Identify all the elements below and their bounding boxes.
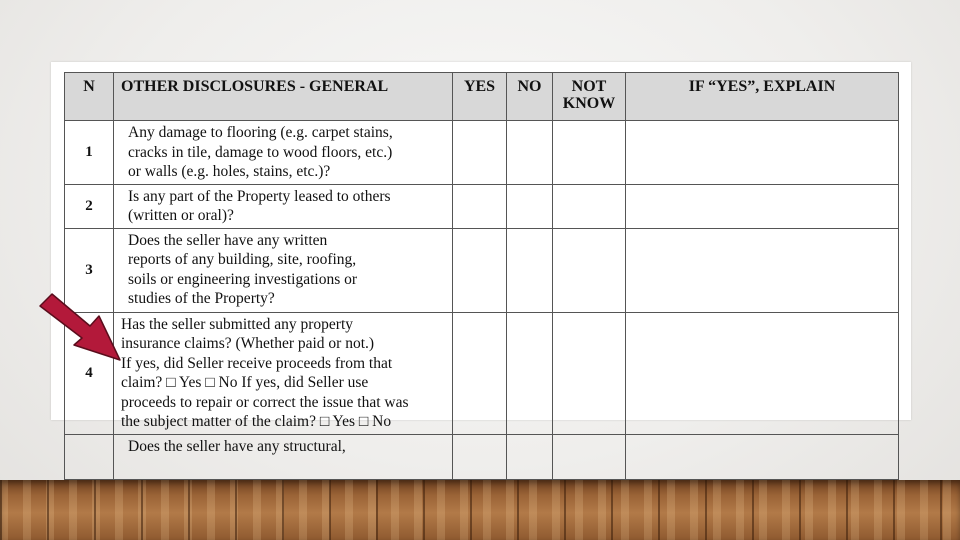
row-question: Does the seller have any structural, [114, 434, 453, 479]
no-cell [507, 434, 553, 479]
header-yes: YES [453, 73, 507, 121]
no-cell [507, 312, 553, 434]
yes-cell [453, 121, 507, 185]
header-not-know: NOT KNOW [553, 73, 626, 121]
disclosure-table [64, 72, 899, 480]
row-question: Does the seller have any written reports of any building, site, roofing, soils or engineering investigations or studies of the Property? [114, 228, 453, 312]
yes-cell [453, 312, 507, 434]
row-number: 4 [65, 312, 114, 434]
header-other-disclosures: OTHER DISCLOSURES - GENERAL [114, 73, 453, 121]
header-n: N [65, 73, 114, 121]
red-arrow-icon [38, 288, 128, 368]
no-cell [507, 121, 553, 185]
yes-cell [453, 184, 507, 228]
row-number: 2 [65, 184, 114, 228]
row-number: 3 [65, 228, 114, 312]
not-know-cell [553, 434, 626, 479]
row-question: Any damage to flooring (e.g. carpet stains, cracks in tile, damage to wood floors, etc.) or walls (e.g. holes, stains, etc.)? [114, 121, 453, 185]
not-know-cell [553, 184, 626, 228]
table-row [65, 184, 899, 228]
explain-cell [626, 121, 899, 185]
table-row [65, 434, 899, 479]
header-if-yes-explain: IF “YES”, EXPLAIN [626, 73, 899, 121]
no-cell [507, 228, 553, 312]
not-know-cell [553, 121, 626, 185]
row-question: Is any part of the Property leased to others (written or oral)? [114, 184, 453, 228]
yes-cell [453, 228, 507, 312]
row-question: Has the seller submitted any property insurance claims? (Whether paid or not.) If yes, did Seller receive proceeds from that claim? □ Yes □ No If yes, did Seller use proceeds to repair or correct the issue that was the subject matter of the claim? □ Yes □ No [114, 312, 453, 434]
disclosure-form-image [51, 62, 911, 455]
header-no: NO [507, 73, 553, 121]
not-know-cell [553, 228, 626, 312]
no-cell [507, 184, 553, 228]
row-number [65, 434, 114, 479]
explain-cell [626, 228, 899, 312]
explain-cell [626, 312, 899, 434]
table-row [65, 228, 899, 312]
yes-cell [453, 434, 507, 479]
table-row [65, 121, 899, 185]
table-header-row [65, 73, 899, 121]
not-know-cell [553, 312, 626, 434]
row-number: 1 [65, 121, 114, 185]
table-row [65, 312, 899, 434]
explain-cell [626, 434, 899, 479]
wood-floor-decoration [0, 480, 960, 540]
explain-cell [626, 184, 899, 228]
